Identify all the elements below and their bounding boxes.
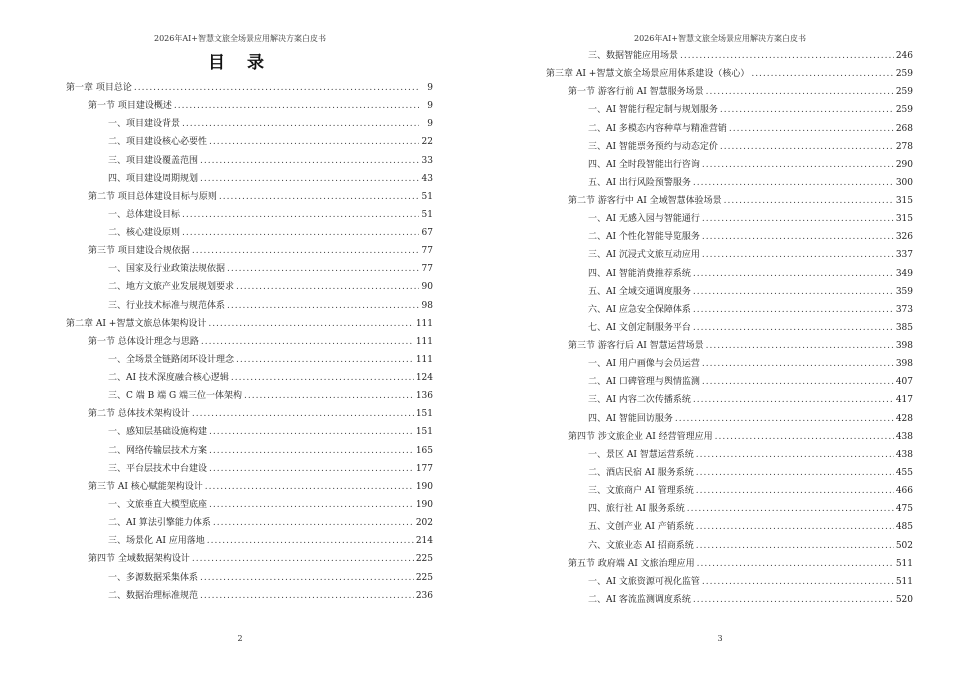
toc-entry-label: 二、项目建设核心必要性 xyxy=(108,137,208,148)
toc-entry-page: 300 xyxy=(895,177,913,188)
toc-leader-dots xyxy=(209,462,414,476)
toc-entry-label: 四、旅行社 AI 服务系统 xyxy=(588,504,685,515)
toc-entry-page: 77 xyxy=(421,246,433,257)
toc-entry-label: 五、AI 出行风险预警服务 xyxy=(588,177,691,188)
toc-entry-page: 511 xyxy=(895,558,913,569)
toc-entry-page: 385 xyxy=(895,322,913,333)
toc-leader-dots xyxy=(687,502,894,516)
toc-leader-dots xyxy=(209,444,414,458)
toc-entry-label: 四、AI 全时段智能出行咨询 xyxy=(588,159,700,170)
toc-entry-label: 第三章 AI +智慧文旅全场景应用体系建设（核心） xyxy=(546,69,750,80)
toc-entry-page: 214 xyxy=(415,536,433,547)
toc-entry[interactable] xyxy=(88,190,433,204)
toc-entry[interactable] xyxy=(588,103,913,117)
toc-entry-label: 五、AI 全域交通调度服务 xyxy=(588,286,691,297)
toc-leader-dots xyxy=(231,371,414,385)
toc-leader-dots xyxy=(219,190,419,204)
toc-entry[interactable] xyxy=(588,502,913,516)
toc-entry-page: 398 xyxy=(895,359,913,370)
toc-entry-label: 三、场景化 AI 应用落地 xyxy=(108,536,205,547)
toc-entry-label: 二、AI 多模态内容种草与精准营销 xyxy=(588,123,727,134)
toc-entry-page: 246 xyxy=(895,51,913,61)
toc-leader-dots xyxy=(182,208,419,222)
toc-entry-label: 二、AI 客流监测调度系统 xyxy=(588,594,691,605)
toc-entry-label: 三、C 端 B 端 G 端三位一体架构 xyxy=(108,391,242,402)
toc-leader-dots xyxy=(680,49,894,63)
toc-entry[interactable] xyxy=(88,244,433,258)
toc-leader-dots xyxy=(192,407,414,421)
toc-entry-page: 466 xyxy=(895,486,913,497)
toc-entry[interactable] xyxy=(588,412,913,426)
toc-leader-dots xyxy=(209,135,419,149)
toc-entry-page: 373 xyxy=(895,304,913,315)
toc-entry[interactable] xyxy=(588,212,913,226)
toc-entry[interactable] xyxy=(88,407,433,421)
toc-leader-dots xyxy=(182,117,419,131)
toc-entry[interactable] xyxy=(108,135,433,149)
toc-entry-page: 190 xyxy=(415,481,433,492)
toc-entry-page: 511 xyxy=(895,576,913,587)
toc-leader-dots xyxy=(702,375,894,389)
toc-entry-label: 一、文旅垂直大模型底座 xyxy=(108,499,208,510)
toc-entry[interactable] xyxy=(108,498,433,512)
toc-entry[interactable] xyxy=(588,122,913,136)
toc-entry-page: 67 xyxy=(421,228,433,239)
toc-entry-page: 77 xyxy=(421,264,433,275)
toc-entry[interactable] xyxy=(588,49,913,63)
toc-entry-label: 二、AI 个性化智能导览服务 xyxy=(588,232,700,243)
toc-leader-dots xyxy=(724,194,894,208)
toc-entry-page: 136 xyxy=(415,391,433,402)
toc-entry-label: 六、AI 应急安全保障体系 xyxy=(588,304,691,315)
toc-leader-dots xyxy=(675,412,894,426)
toc-entry[interactable] xyxy=(108,571,433,585)
toc-entry[interactable] xyxy=(88,552,433,566)
toc-leader-dots xyxy=(702,575,894,589)
toc-entry[interactable] xyxy=(108,208,433,222)
toc-entry-label: 五、文创产业 AI 产销系统 xyxy=(588,522,694,533)
toc-entry[interactable] xyxy=(108,534,433,548)
toc-entry-page: 225 xyxy=(415,572,433,583)
toc-entry-label: 七、AI 文创定制服务平台 xyxy=(588,322,691,333)
toc-entry-page: 259 xyxy=(895,69,913,80)
toc-entry-page: 9 xyxy=(427,101,433,112)
toc-entry[interactable] xyxy=(588,267,913,281)
toc-entry-page: 278 xyxy=(895,141,913,152)
toc-entry[interactable] xyxy=(108,444,433,458)
toc-entry[interactable] xyxy=(588,393,913,407)
toc-entry-label: 四、AI 智能回访服务 xyxy=(588,413,673,424)
toc-entry-label: 第一节 游客行前 AI 智慧服务场景 xyxy=(568,87,704,98)
toc-entry-page: 33 xyxy=(421,155,433,166)
toc-entry-page: 225 xyxy=(415,554,433,565)
toc-leader-dots xyxy=(213,516,414,530)
toc-entry-page: 259 xyxy=(895,105,913,116)
toc-leader-dots xyxy=(729,122,894,136)
toc-entry-page: 43 xyxy=(421,173,433,184)
toc-leader-dots xyxy=(227,299,419,313)
toc-entry-page: 51 xyxy=(421,209,433,220)
toc-entry-label: 二、数据治理标准规范 xyxy=(108,590,199,601)
toc-entry-page: 165 xyxy=(415,445,433,456)
toc-entry-page: 337 xyxy=(895,250,913,261)
toc-leader-dots xyxy=(693,393,894,407)
toc-entry-label: 二、网络传输层技术方案 xyxy=(108,445,208,456)
toc-leader-dots xyxy=(227,262,419,276)
toc-entry-page: 438 xyxy=(895,431,913,442)
toc-entry-page: 455 xyxy=(895,467,913,478)
toc-entry[interactable] xyxy=(108,154,433,168)
toc-entry[interactable] xyxy=(108,117,433,131)
toc-entry[interactable] xyxy=(588,176,913,190)
toc-entry-label: 一、AI 智能行程定制与规划服务 xyxy=(588,105,718,116)
toc-leader-dots xyxy=(696,484,894,498)
toc-entry-label: 第四节 涉文旅企业 AI 经营管理应用 xyxy=(568,431,713,442)
toc-leader-dots xyxy=(244,389,414,403)
toc-entry[interactable] xyxy=(588,448,913,462)
toc-entry[interactable] xyxy=(108,262,433,276)
toc-entry-page: 428 xyxy=(895,413,913,424)
toc-entry-page: 111 xyxy=(415,354,433,365)
toc-entry[interactable] xyxy=(108,389,433,403)
toc-entry-page: 315 xyxy=(895,196,913,207)
toc-entry-label: 一、景区 AI 智慧运营系统 xyxy=(588,449,694,460)
toc-entry[interactable] xyxy=(588,539,913,553)
toc-entry[interactable] xyxy=(588,248,913,262)
toc-entry[interactable] xyxy=(88,99,433,113)
toc-entry-label: 第二章 AI +智慧文旅总体架构设计 xyxy=(66,318,207,329)
toc-leader-dots xyxy=(192,552,414,566)
toc-entry[interactable] xyxy=(588,140,913,154)
toc-entry-label: 第三节 项目建设合规依据 xyxy=(88,246,190,257)
toc-entry-label: 一、感知层基础设施构建 xyxy=(108,427,208,438)
toc-entry-page: 407 xyxy=(895,377,913,388)
toc-leader-dots xyxy=(702,158,894,172)
toc-leader-dots xyxy=(696,520,894,534)
toc-leader-dots xyxy=(693,267,894,281)
toc-leader-dots xyxy=(208,317,413,331)
toc-leader-dots xyxy=(693,321,894,335)
toc-entry-page: 502 xyxy=(895,540,913,551)
toc-entry[interactable] xyxy=(588,285,913,299)
page-number: 3 xyxy=(717,634,723,643)
toc-entry-page: 124 xyxy=(415,373,433,384)
toc-leader-dots xyxy=(702,357,894,371)
toc-entry[interactable] xyxy=(588,593,913,607)
toc-entry-page: 9 xyxy=(427,119,433,130)
toc-entry-label: 六、文旅业态 AI 招商系统 xyxy=(588,540,694,551)
toc-entry[interactable] xyxy=(588,357,913,371)
toc-entry[interactable] xyxy=(588,158,913,172)
toc-leader-dots xyxy=(693,285,894,299)
toc-leader-dots xyxy=(192,244,419,258)
running-header: 2026年AI+智慧文旅全场景应用解决方案白皮书 xyxy=(634,34,806,43)
toc-leader-dots xyxy=(182,226,419,240)
toc-leader-dots xyxy=(720,103,894,117)
toc-entry[interactable] xyxy=(588,466,913,480)
toc-entry-page: 51 xyxy=(421,191,433,202)
toc-leader-dots xyxy=(693,176,894,190)
toc-entry-page: 236 xyxy=(415,590,433,601)
toc-leader-dots xyxy=(200,589,414,603)
toc-entry-label: 一、全场景全链路闭环设计理念 xyxy=(108,354,235,365)
toc-entry[interactable] xyxy=(588,303,913,317)
toc-leader-dots xyxy=(702,212,894,226)
toc-entry-label: 三、AI 智能票务预约与动态定价 xyxy=(588,141,718,152)
toc-leader-dots xyxy=(702,248,894,262)
toc-leader-dots xyxy=(696,466,894,480)
toc-entry-page: 268 xyxy=(895,123,913,134)
toc-entry-page: 22 xyxy=(421,137,433,148)
toc-entry-label: 第五节 政府端 AI 文旅治理应用 xyxy=(568,558,695,569)
toc-entry-label: 二、AI 口碑管理与舆情监测 xyxy=(588,377,700,388)
toc-entry-label: 三、数据智能应用场景 xyxy=(588,51,679,61)
toc-entry-page: 315 xyxy=(895,214,913,225)
toc-entry-label: 二、地方文旅产业发展规划要求 xyxy=(108,282,235,293)
toc-entry-label: 三、行业技术标准与规范体系 xyxy=(108,300,226,311)
toc-entry[interactable] xyxy=(88,480,433,494)
toc-entry[interactable] xyxy=(108,353,433,367)
toc-entry-page: 485 xyxy=(895,522,913,533)
toc-entry[interactable] xyxy=(568,194,913,208)
toc-entry[interactable] xyxy=(588,484,913,498)
toc-leader-dots xyxy=(134,81,419,95)
toc-entry-label: 二、核心建设原则 xyxy=(108,228,181,239)
toc-leader-dots xyxy=(706,339,894,353)
toc-leader-dots xyxy=(693,303,894,317)
toc-leader-dots xyxy=(207,534,414,548)
toc-entry-label: 一、总体建设目标 xyxy=(108,209,181,220)
toc-entry[interactable] xyxy=(108,299,433,313)
toc-entry-page: 202 xyxy=(415,518,433,529)
toc-entry-label: 三、AI 沉浸式文旅互动应用 xyxy=(588,250,700,261)
toc-leader-dots xyxy=(209,425,414,439)
toc-entry[interactable] xyxy=(588,520,913,534)
toc-entry-label: 三、AI 内容二次传播系统 xyxy=(588,395,691,406)
toc-entry[interactable] xyxy=(588,575,913,589)
toc-entry-page: 290 xyxy=(895,159,913,170)
toc-leader-dots xyxy=(706,85,894,99)
toc-entry[interactable] xyxy=(568,85,913,99)
toc-leader-dots xyxy=(200,172,419,186)
toc-leader-dots xyxy=(201,335,414,349)
toc-entry[interactable] xyxy=(66,317,433,331)
toc-entry-label: 二、AI 技术深度融合核心逻辑 xyxy=(108,373,229,384)
toc-entry-page: 190 xyxy=(415,499,433,510)
toc-entry[interactable] xyxy=(568,557,913,571)
toc-entry-page: 349 xyxy=(895,268,913,279)
toc-leader-dots xyxy=(236,280,419,294)
toc-entry-label: 第二节 游客行中 AI 全域智慧体验场景 xyxy=(568,196,722,207)
toc-leader-dots xyxy=(702,230,894,244)
toc-leader-dots xyxy=(696,539,894,553)
toc-entry-page: 111 xyxy=(415,336,433,347)
toc-leader-dots xyxy=(205,480,414,494)
toc-entry-label: 第三节 AI 核心赋能架构设计 xyxy=(88,481,203,492)
toc-entry-label: 三、平台层技术中台建设 xyxy=(108,463,208,474)
toc-entry-page: 438 xyxy=(895,449,913,460)
toc-leader-dots xyxy=(715,430,894,444)
toc-entry[interactable] xyxy=(568,430,913,444)
toc-entry-page: 475 xyxy=(895,504,913,515)
toc-entry-label: 三、项目建设覆盖范围 xyxy=(108,155,199,166)
toc-entry-label: 二、AI 算法引擎能力体系 xyxy=(108,518,211,529)
toc-entry-page: 398 xyxy=(895,341,913,352)
toc-entry-page: 520 xyxy=(895,594,913,605)
toc-entry[interactable] xyxy=(588,230,913,244)
toc-leader-dots xyxy=(200,571,414,585)
toc-leader-dots xyxy=(200,154,419,168)
toc-entry-label: 第三节 游客行后 AI 智慧运营场景 xyxy=(568,341,704,352)
toc-entry-page: 151 xyxy=(415,427,433,438)
toc-entry[interactable] xyxy=(88,335,433,349)
toc-entry-page: 90 xyxy=(421,282,433,293)
toc-leader-dots xyxy=(696,448,894,462)
toc-entry[interactable] xyxy=(108,280,433,294)
toc-leader-dots xyxy=(174,99,419,113)
toc-entry-label: 二、酒店民宿 AI 服务系统 xyxy=(588,467,694,478)
toc-leader-dots xyxy=(720,140,894,154)
toc-entry-label: 第二节 总体技术架构设计 xyxy=(88,409,190,420)
page-number: 2 xyxy=(237,634,243,643)
toc-leader-dots xyxy=(209,498,414,512)
toc-entry[interactable] xyxy=(108,371,433,385)
toc-entry[interactable] xyxy=(108,462,433,476)
toc-entry[interactable] xyxy=(108,589,433,603)
toc-entry-label: 一、AI 文旅资源可视化监管 xyxy=(588,576,700,587)
toc-entry[interactable] xyxy=(588,375,913,389)
toc-entry[interactable] xyxy=(108,516,433,530)
right-page xyxy=(480,0,960,681)
toc-entry-label: 第二节 项目总体建设目标与原则 xyxy=(88,191,217,202)
toc-leader-dots xyxy=(693,593,894,607)
toc-leader-dots xyxy=(236,353,414,367)
toc-entry-page: 417 xyxy=(895,395,913,406)
toc-entry-page: 9 xyxy=(427,83,433,93)
toc-entry-label: 一、AI 无感入园与智能通行 xyxy=(588,214,700,225)
toc-entry[interactable] xyxy=(568,339,913,353)
toc-entry-label: 第一节 项目建设概述 xyxy=(88,101,172,112)
toc-entry-label: 一、项目建设背景 xyxy=(108,119,181,130)
toc-entry[interactable] xyxy=(108,425,433,439)
toc-entry[interactable] xyxy=(546,67,913,81)
toc-entry[interactable] xyxy=(66,81,433,95)
toc-entry[interactable] xyxy=(108,172,433,186)
toc-entry-page: 259 xyxy=(895,87,913,98)
toc-entry-page: 326 xyxy=(895,232,913,243)
toc-entry-label: 四、AI 智能消费推荐系统 xyxy=(588,268,691,279)
toc-entry-label: 三、文旅商户 AI 管理系统 xyxy=(588,486,694,497)
toc-leader-dots xyxy=(697,557,894,571)
toc-entry-page: 151 xyxy=(415,409,433,420)
toc-entry-label: 第四节 全域数据架构设计 xyxy=(88,554,190,565)
toc-entry[interactable] xyxy=(108,226,433,240)
toc-entry-label: 一、AI 用户画像与会员运营 xyxy=(588,359,700,370)
toc-entry-label: 第一节 总体设计理念与思路 xyxy=(88,336,199,347)
toc-entry-label: 第一章 项目总论 xyxy=(66,83,132,93)
toc-entry-label: 四、项目建设周期规划 xyxy=(108,173,199,184)
running-header: 2026年AI+智慧文旅全场景应用解决方案白皮书 xyxy=(154,34,326,43)
toc-entry-page: 111 xyxy=(415,318,433,329)
toc-entry[interactable] xyxy=(588,321,913,335)
toc-entry-page: 359 xyxy=(895,286,913,297)
toc-title: 目 录 xyxy=(208,53,272,73)
toc-entry-label: 一、多源数据采集体系 xyxy=(108,572,199,583)
toc-leader-dots xyxy=(751,67,893,81)
toc-entry-label: 一、国家及行业政策法规依据 xyxy=(108,264,226,275)
toc-entry-page: 177 xyxy=(415,463,433,474)
toc-entry-page: 98 xyxy=(421,300,433,311)
